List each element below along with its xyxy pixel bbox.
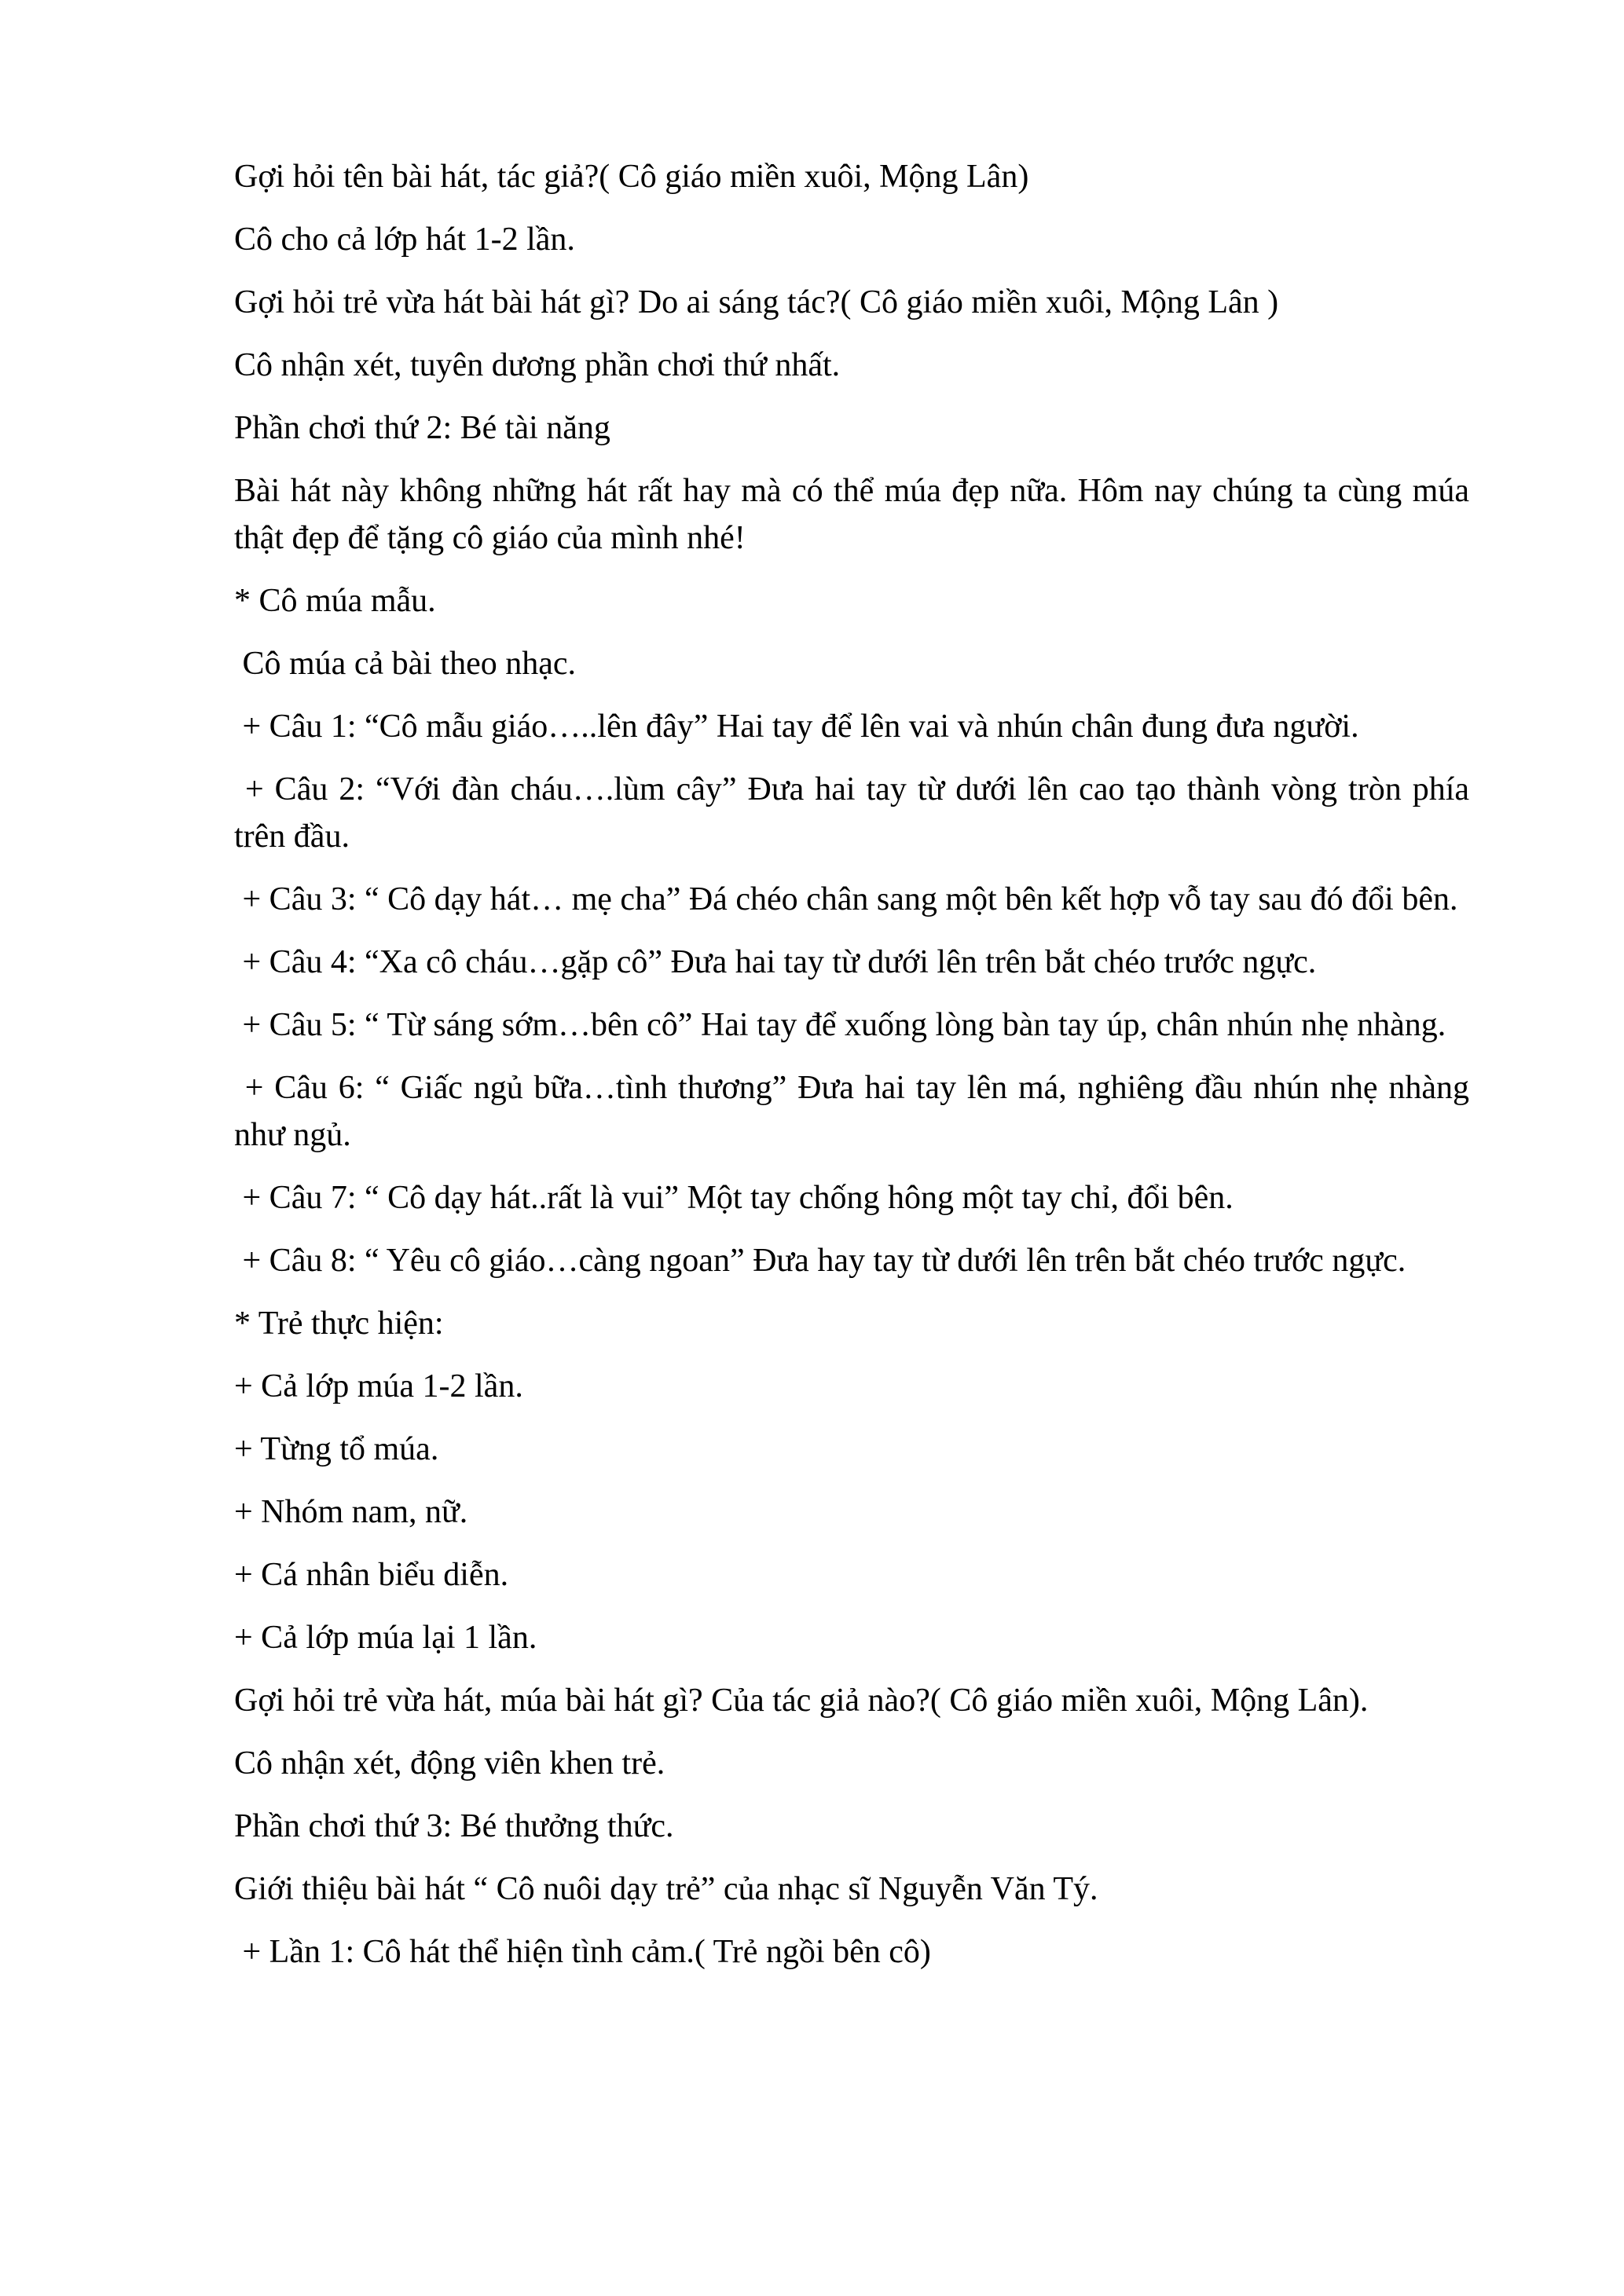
dance-step: + Câu 8: “ Yêu cô giáo…càng ngoan” Đưa hay tay từ dưới lên trên bắt chéo trước ngực. xyxy=(234,1243,1406,1279)
paragraph: Cô nhận xét, tuyên dương phần chơi thứ nhất. xyxy=(234,347,841,383)
paragraph: * Cô múa mẫu. xyxy=(234,583,436,619)
list-item: + Cả lớp múa lại 1 lần. xyxy=(234,1620,537,1656)
list-item: + Lần 1: Cô hát thể hiện tình cảm.( Trẻ ngồi bên cô) xyxy=(234,1934,931,1970)
section-heading: Phần chơi thứ 3: Bé thưởng thức. xyxy=(234,1808,674,1844)
paragraph: Gợi hỏi tên bài hát, tác giả?( Cô giáo miền xuôi, Mộng Lân) xyxy=(234,159,1029,195)
paragraph: Cô cho cả lớp hát 1-2 lần. xyxy=(234,222,575,258)
list-item: + Cá nhân biểu diễn. xyxy=(234,1557,509,1593)
paragraph: Gợi hỏi trẻ vừa hát bài hát gì? Do ai sáng tác?( Cô giáo miền xuôi, Mộng Lân ) xyxy=(234,284,1279,320)
paragraph: Bài hát này không những hát rất hay mà có thể múa đẹp nữa. Hôm nay chúng ta cùng múa thật đẹp để tặng cô giáo của mình nhé! xyxy=(234,473,1478,556)
paragraph: * Trẻ thực hiện: xyxy=(234,1305,444,1342)
list-item: + Cả lớp múa 1-2 lần. xyxy=(234,1368,523,1404)
dance-step: + Câu 4: “Xa cô cháu…gặp cô” Đưa hai tay từ dưới lên trên bắt chéo trước ngực. xyxy=(234,944,1317,980)
list-item: + Từng tổ múa. xyxy=(234,1431,439,1467)
dance-step: + Câu 3: “ Cô dạy hát… mẹ cha” Đá chéo chân sang một bên kết hợp vỗ tay sau đó đổi bên. xyxy=(234,881,1458,917)
dance-step: + Câu 7: “ Cô dạy hát..rất là vui” Một tay chống hông một tay chỉ, đổi bên. xyxy=(234,1180,1234,1216)
dance-step: + Câu 1: “Cô mẫu giáo…..lên đây” Hai tay để lên vai và nhún chân đung đưa người. xyxy=(234,709,1359,745)
list-item: + Nhóm nam, nữ. xyxy=(234,1494,468,1530)
section-heading: Phần chơi thứ 2: Bé tài năng xyxy=(234,410,610,446)
paragraph: Giới thiệu bài hát “ Cô nuôi dạy trẻ” của nhạc sĩ Nguyễn Văn Tý. xyxy=(234,1871,1098,1907)
dance-step: + Câu 5: “ Từ sáng sớm…bên cô” Hai tay để xuống lòng bàn tay úp, chân nhún nhẹ nhàng. xyxy=(234,1007,1446,1043)
document-body xyxy=(234,153,1478,1991)
dance-step: + Câu 2: “Với đàn cháu….lùm cây” Đưa hai tay từ dưới lên cao tạo thành vòng tròn phía trên đầu. xyxy=(234,771,1478,855)
dance-step: + Câu 6: “ Giấc ngủ bữa…tình thương” Đưa hai tay lên má, nghiêng đầu nhún nhẹ nhàng như ngủ. xyxy=(234,1070,1478,1153)
paragraph: Cô múa cả bài theo nhạc. xyxy=(234,646,577,682)
paragraph: Cô nhận xét, động viên khen trẻ. xyxy=(234,1745,665,1782)
paragraph: Gợi hỏi trẻ vừa hát, múa bài hát gì? Của tác giả nào?( Cô giáo miền xuôi, Mộng Lân). xyxy=(234,1683,1369,1719)
